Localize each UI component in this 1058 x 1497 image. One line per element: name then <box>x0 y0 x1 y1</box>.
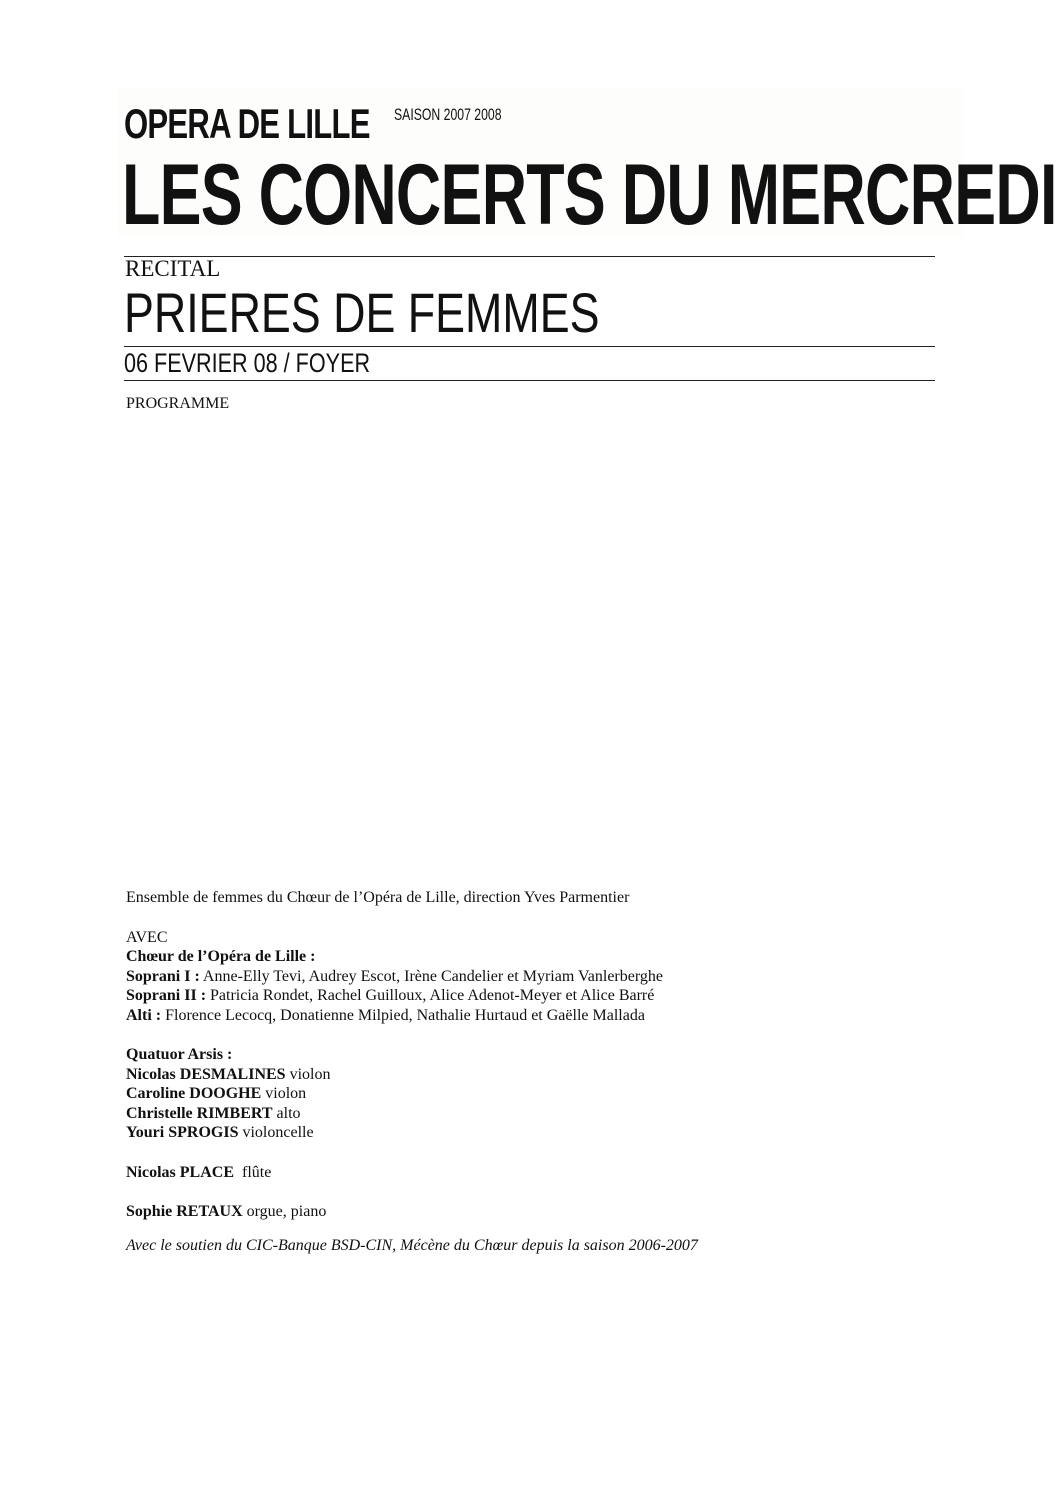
quartet-heading: Quatuor Arsis : <box>126 1046 233 1063</box>
soloist-instrument: flûte <box>234 1163 272 1181</box>
soloist-line <box>126 1202 946 1222</box>
musician-line <box>126 1104 946 1124</box>
voice-names: Florence Lecocq, Donatienne Milpied, Nathalie Hurtaud et Gaëlle Mallada <box>161 1006 645 1024</box>
divider-middle <box>124 346 935 347</box>
soloist-name: Nicolas PLACE <box>126 1163 234 1181</box>
voice-line <box>126 967 946 987</box>
voice-names: Patricia Rondet, Rachel Guilloux, Alice Adenot-Meyer et Alice Barré <box>206 987 655 1004</box>
musician-instrument: violon <box>261 1085 307 1102</box>
voice-line <box>126 986 946 1006</box>
divider-top <box>124 256 935 257</box>
musician-line <box>126 1084 946 1104</box>
divider-bottom <box>124 380 935 381</box>
event-title: PRIERES DE FEMMES <box>124 281 600 344</box>
programme-label: PROGRAMME <box>126 395 230 412</box>
soloist-line <box>126 1163 946 1183</box>
voice-names: Anne-Elly Tevi, Audrey Escot, Irène Candelier et Myriam Vanlerberghe <box>199 967 663 985</box>
musician-name: Youri SPROGIS <box>126 1124 239 1141</box>
ensemble-line: Ensemble de femmes du Chœur de l’Opéra de Lille, direction Yves Parmentier <box>126 889 630 906</box>
musician-instrument: alto <box>272 1104 301 1122</box>
event-date-venue: 06 FEVRIER 08 / FOYER <box>124 348 371 378</box>
avec-label: AVEC <box>126 928 168 946</box>
voice-label: Alti : <box>126 1006 162 1024</box>
musician-name: Christelle RIMBERT <box>126 1104 273 1122</box>
voice-label: Soprani II : <box>126 987 207 1004</box>
soloist-instrument: orgue, piano <box>242 1203 327 1220</box>
musician-line <box>126 1065 946 1085</box>
musician-name: Caroline DOOGHE <box>126 1085 262 1102</box>
musician-instrument: violon <box>285 1065 331 1083</box>
musician-name: Nicolas DESMALINES <box>126 1065 286 1083</box>
soloist-name: Sophie RETAUX <box>126 1203 243 1220</box>
house-name: OPERA DE LILLE <box>124 100 370 147</box>
season-label: SAISON 2007 2008 <box>394 105 502 124</box>
voice-label: Soprani I : <box>126 967 200 985</box>
sponsor-note: Avec le soutien du CIC-Banque BSD-CIN, Mécène du Chœur depuis la saison 2006-2007 <box>126 1236 698 1254</box>
credits-block <box>126 888 946 1255</box>
series-title: LES CONCERTS DU MERCREDI <box>122 147 1057 243</box>
musician-line <box>126 1123 946 1143</box>
voice-line <box>126 1006 946 1026</box>
choir-heading: Chœur de l’Opéra de Lille : <box>126 948 316 965</box>
musician-instrument: violoncelle <box>238 1124 314 1141</box>
event-category: RECITAL <box>125 256 221 281</box>
